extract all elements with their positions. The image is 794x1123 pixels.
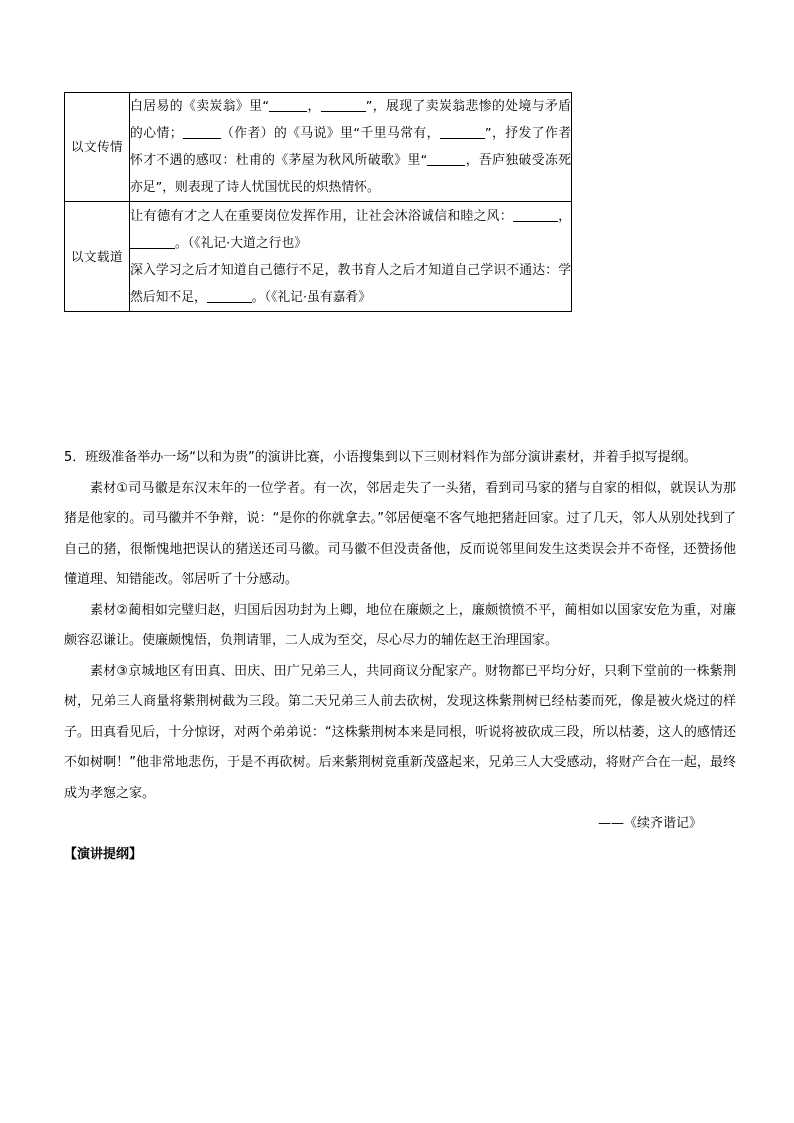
text-segment: 在重要岗位发挥作用，让社会沐浴诚信和睦之风： <box>224 209 513 224</box>
material-paragraph-3: 素材③京城地区有田真、田庆、田广兄弟三人，共同商议分配家产。财物都已平均分好，只剩下堂前的一株紫荆树，兄弟三人商量将紫荆树截为三段。第二天兄弟三人前去砍树，发现这株紫荆树已经枯萎而死，像是被火烧过的样子。田真看见后，十分惊讶，对两个弟弟说：“这株紫荆树本来是同根，听说将被砍成三段，所以枯萎，这人的感情还不如树啊！”他非常地悲伤，于是不再砍树。后来紫荆树竟重新茂盛起来，兄弟三人大受感动，将财产合在一起，最终成为孝惌之家。 <box>64 663 736 801</box>
text-segment: ， <box>307 99 321 114</box>
question-number: 5． <box>64 450 86 465</box>
table-cell-paragraph <box>130 93 571 201</box>
question-stem <box>64 443 736 474</box>
text-segment-lead: 让有德有才之人 <box>130 208 225 223</box>
text-segment: 白居易的《卖炭翁》里“ <box>130 99 270 114</box>
question-stem-text: 班级准备举办一场“以和为贵”的演讲比赛，小语搜集到以下三则材料作为部分演讲素材，并着手拟写提纲。 <box>85 450 697 465</box>
table-cell-yiwenzaidao-body <box>130 202 572 312</box>
question-content <box>64 443 736 870</box>
text-segment: 。（《礼记·大道之行也》 <box>175 236 308 251</box>
answer-blank[interactable] <box>269 111 307 112</box>
table-cell-yiwenchuanqing-body <box>130 93 572 202</box>
text-segment: ， <box>557 209 572 224</box>
material-paragraph-2: 素材②蔺相如完璧归赵，归国后因功封为上卿，地位在廉颇之上，廉颇愤愤不平，蔺相如以国家安危为重，对廉颇容忍谦让。使廉颇愧悟，负荆请罪，二人成为至交，尽心尽力的辅佐赵王治理国家。 <box>64 602 736 648</box>
answer-blank[interactable] <box>130 248 175 249</box>
answer-blank[interactable] <box>513 221 558 222</box>
text-segment: ，吾庐独破受冻死亦足”，则表现了诗人忧国忧民的炽热情怀。 <box>130 153 571 195</box>
table-row-label-yiwenzaidao: 以文载道 <box>65 202 130 312</box>
source-attribution: ——《续齐谐记》 <box>597 816 702 831</box>
table-row-label-yiwenchuanqing: 以文传情 <box>65 93 130 202</box>
poem-fill-in-table-wrapper <box>64 92 572 312</box>
text-segment: （作者）的《马说》里“千里马常有， <box>220 126 440 141</box>
text-segment: ”，展现了卖炭翁悲惨的处境与矛盾的心情； <box>130 99 571 141</box>
answer-blank[interactable] <box>427 165 465 166</box>
material-paragraph-1: 素材①司马徽是东汉末年的一位学者。有一次，邻居走失了一头猪，看到司马家的猪与自家的相似，就误认为那猪是他家的。司马徽并不争辩，说：“是你的你就拿去。”邻居便毫不客气地把猪赶回家。过了几天，邻人从别处找到了自己的猪，很惭愧地把误认的猪送还司马徽。司马徽不但没责备他，反而说邻里间发生这类误会并不奇怪，还赞扬他懂道理、知错能改。邻居听了十分感动。 <box>64 480 736 587</box>
speech-outline-heading: 【演讲提纲】 <box>64 846 143 862</box>
answer-blank[interactable] <box>321 111 366 112</box>
text-segment: 深入学习之后才知道自己德行不足，教书育人之后才知道自己学识不通达：学然后知不足， <box>130 263 571 305</box>
table-row <box>65 202 572 312</box>
table-cell-paragraph-first <box>130 202 571 257</box>
answer-blank[interactable] <box>183 138 221 139</box>
poem-fill-in-table <box>64 92 572 312</box>
table-cell-paragraph-second <box>130 257 571 311</box>
text-segment: ”，抒发了作者怀才不遇的感叹：杜甫的《茅屋为秋风所破歌》里“ <box>130 126 571 168</box>
answer-blank[interactable] <box>207 302 252 303</box>
text-segment: 。（《礼记·虽有嘉肴》 <box>251 290 372 305</box>
table-row <box>65 93 572 202</box>
answer-blank[interactable] <box>440 138 485 139</box>
